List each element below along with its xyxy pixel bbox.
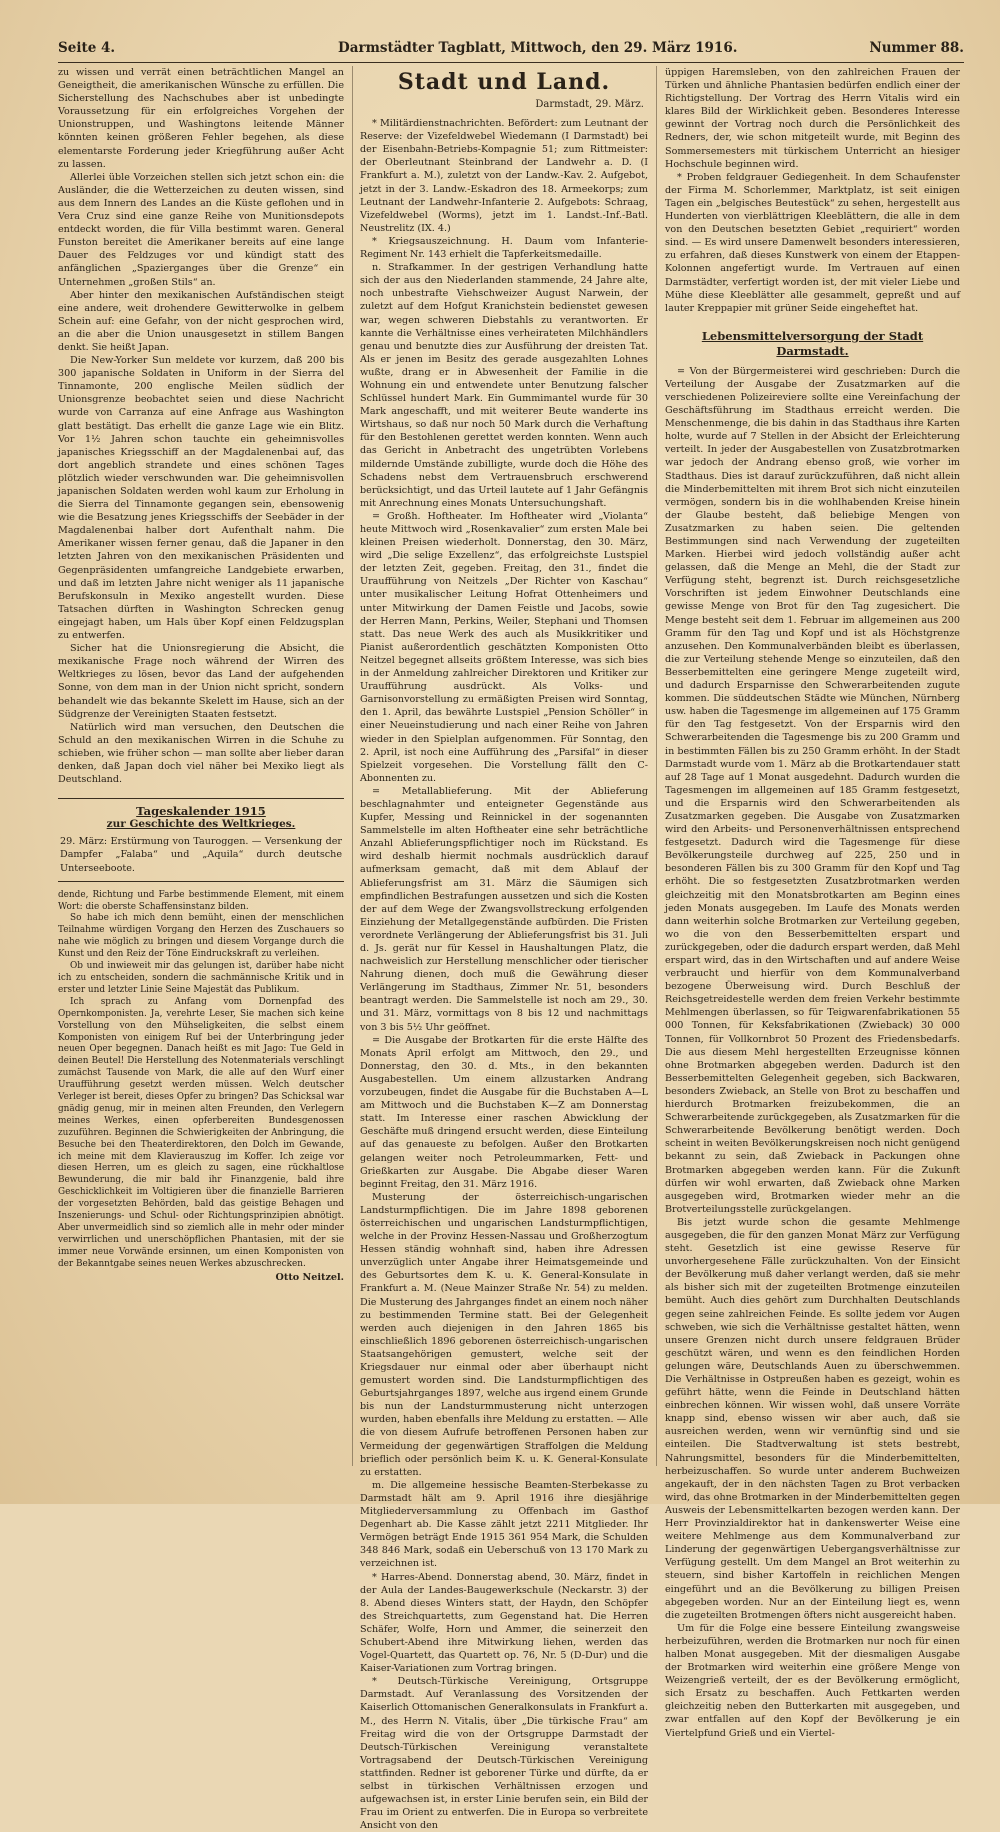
war-calendar-entry: 29. März: Erstürmung von Tauroggen. — Versenkung der Dampfer „Falaba“ und „Aquila“ durch deutsche Unterseeboote.	[60, 836, 342, 874]
article-paragraph: Um für die Folge eine bessere Einteilung zwangsweise herbeizuführen, werden die Brotmarken nur noch für einen halben Monat ausgegeben. Mit der diesmaligen Ausgabe der Brotmarken wird weiterhin eine größere Menge von Weizengrieß verteilt, der es der Bevölkerung ermöglicht, sich Ersatz zu beschaffen. Auch Fettkarten werden gleichzeitig neben den Butterkarten mit ausgegeben, und zwar entfallen auf den Kopf der Bevölkerung je ein Viertelpfund Grieß und ein Viertel-	[665, 1622, 960, 1739]
feuilleton-paragraph: Ob und inwieweit mir das gelungen ist, darüber habe nicht ich zu entscheiden, sondern die sachmännische Kritik und in erster und letzter Linie Seine Majestät das Publikum.	[58, 961, 344, 995]
column-1	[58, 66, 344, 1466]
war-calendar-title: Tageskalender 1915	[136, 804, 266, 819]
news-item: = Die Ausgabe der Brotkarten für die erste Hälfte des Monats April erfolgt am Mittwoch, den 29., und Donnerstag, den 30. d. Mts., in den bekannten Ausgabestellen. Um einem allzustarken Andrang vorzubeugen, findet die Ausgabe für die Buchstaben A—L am Mittwoch und die Buchstaben K—Z am Donnerstag statt. Im Interesse einer raschen Abwicklung der Geschäfte muß dringend ersucht werden, diese Einteilung auf das genaueste zu befolgen. Außer den Brotkarten gelangen weiter noch Petroleummarken, Fett- und Grießkarten zur Ausgabe. Die Abgabe dieser Waren beginnt Freitag, den 31. März 1916.	[360, 1034, 648, 1190]
column-rule-1	[352, 66, 353, 1466]
news-item: * Militärdienstnachrichten. Befördert: zum Leutnant der Reserve: der Vizefeldwebel Wiedemann (I Darmstadt) bei der Eisenbahn-Betriebs-Kompagnie 51; zum Rittmeister: der Oberleutnant Steinbrand der Landwehr a. D. (I Frankfurt a. M.), zuletzt von der Landw.-Kav. 2. Aufgebot, jetzt in der 3. Landw.-Eskadron des 18. Armeekorps; zum Leutnant der Landwehr-Infanterie 2. Aufgebots: Schraag, Vizefeldwebel (Worms), jetzt im 1. Landst.-Inf.-Batl. Neustrelitz (IX. 4.)	[360, 118, 648, 234]
war-calendar-box	[58, 798, 344, 881]
war-calendar-subtitle: zur Geschichte des Weltkrieges.	[106, 818, 296, 831]
feuilleton-paragraph: So habe ich mich denn bemüht, einen der menschlichen Teilnahme würdigen Vorgang den Herzen des Zuschauers so nahe wie möglich zu bringen und diesem Vorgange durch die Kunst und den Reiz der Töne Eindruckskraft zu verleihen.	[58, 913, 344, 960]
newspaper-dateline: Darmstädter Tagblatt, Mittwoch, den 29. März 1916.	[338, 40, 738, 56]
column-rule-2	[656, 66, 657, 1466]
article-paragraph: Aber hinter den mexikanischen Aufständischen steigt eine andere, weit drohendere Gewitterwolke in gelbem Schein auf: eine Gefahr, von der nicht gesprochen wird, an die aber die Union unausgesetzt in stillem Bangen denkt. Sie heißt Japan.	[58, 289, 344, 353]
section-title: Stadt und Land.	[397, 69, 611, 95]
news-item: = Großh. Hoftheater. Im Hoftheater wird „Violanta“ heute Mittwoch wird „Rosenkavalier“ zum ersten Male bei kleinen Preisen wiederholt. Donnerstag, den 30. März, wird „Die selige Exzellenz“, das erfolgreichste Lustspiel der letzten Zeit, gegeben. Freitag, den 31., findet die Uraufführung von Neitzels „Der Richter von Kaschau“ unter musikalischer Leitung Hofrat Ottenheimers und unter Mitwirkung der Damen Feistle und Jacobs, sowie der Herren Mann, Perkins, Weiler, Stephani und Thomsen statt. Das neue Werk des auch als Musikkritiker und Pianist außerordentlich geschätzten Komponisten Otto Neitzel begegnet allseits größtem Interesse, was sich bies in der Anmeldung zahlreicher Direktoren und Kritiker zur Uraufführung ausdrückt. Als Volks- und Garnisonvorstellung zu ermäßigten Preisen wird Sonntag, den 1. April, das bewährte Lustspiel „Pension Schöller“ in einer Neueinstudierung und nach einer Reihe von Jahren wieder in den Spielplan aufgenommen. Für Sonntag, den 2. April, ist noch eine Aufführung des „Parsifal“ in dieser Spielzeit vorgesehen. Die Vorstellung fällt den C-Abonnenten zu.	[360, 510, 648, 784]
news-item: * Harres-Abend. Donnerstag abend, 30. März, findet in der Aula der Landes-Baugewerkschule (Neckarstr. 3) der 8. Abend dieses Winters statt, der Haydn, den Schöpfer des Streichquartetts, zum Gegenstand hat. Die Herren Schäfer, Wolfe, Horn und Ammer, die seinerzeit den Schubert-Abend ihre Mitwirkung liehen, werden das Vogel-Quartett, das Quartett op. 76, Nr. 5 (D-Dur) und die Kaiser-Variationen zum Vortrag bringen.	[360, 1571, 648, 1675]
feuilleton-paragraph: dende, Richtung und Farbe bestimmende Element, mit einem Wort: die oberste Schaffensinstanz bilden.	[58, 889, 344, 912]
news-item: * Deutsch-Türkische Vereinigung, Ortsgruppe Darmstadt. Auf Veranlassung des Vorsitzenden der Kaiserlich Ottomanischen Generalkonsulats in Frankfurt a. M., des Herrn N. Vitalis, über „Die türkische Frau“ am Freitag wird die von der Ortsgruppe Darmstadt der Deutsch-Türkischen Vereinigung veranstaltete Vortragsabend der Deutsch-Türkischen Vereinigung stattfinden. Redner ist geborener Türke und dürfte, da er selbst in türkischen Verhältnissen erzogen und aufgewachsen ist, in erster Linie berufen sein, ein Bild der Frau im Orient zu entwerfen. Die in Europa so verbreitete Ansicht von den	[360, 1676, 648, 1832]
issue-number: Nummer 88.	[869, 40, 964, 56]
news-item: Musterung der österreichisch-ungarischen Landsturmpflichtigen. Die im Jahre 1898 geborenen österreichischen und ungarischen Landsturmpflichtigen, welche in der Provinz Hessen-Nassau und Großherzogtum Hessen ständig wohnhaft sind, haben ihre Adressen unverzüglich unter Angabe ihrer Heimatsgemeinde und des Geburtsortes dem K. u. K. General-Konsulate in Frankfurt a. M. (Neue Mainzer Straße Nr. 54) zu melden. Die Musterung des Jahrganges findet an einem noch näher zu bestimmenden Termine statt. Bei der Gelegenheit werden auch diejenigen in den Jahren 1865 bis einschließlich 1896 geborenen österreichisch-ungarischen Staatsangehörigen gemustert, welche seit der Kriegsdauer nur einmal oder aber überhaupt nicht gemustert worden sind. Die Landsturmpflichtigen des Geburtsjahrganges 1897, welche aus irgend einem Grunde bis nun der Landsturmmusterung nicht unterzogen wurden, haben ebenfalls ihre Meldung zu erstatten. — Alle die von diesem Aufrufe betroffenen Personen haben zur Vermeidung der gegenwärtigen Straffolgen die Meldung brieflich oder persönlich beim K. u. K. General-Konsulate zu erstatten.	[360, 1191, 648, 1478]
article-paragraph: = Von der Bürgermeisterei wird geschrieben: Durch die Verteilung der Ausgabe der Zusatzmarken auf die verschiedenen Polizeireviere sollte eine Vereinfachung der Geschäftsführung im Stadthaus erreicht werden. Die Menschenmenge, die bis dahin in das Stadthaus ihre Karten holte, wurde auf 7 Stellen in der Absicht der Erleichterung verteilt. In jeder der Ausgabestellen von Zusatzbrotmarken war jedoch der Andrang ebenso groß, wie vorher im Stadthaus. Dies ist darauf zurückzuführen, daß nicht allein die Minderbemittelten mit ihrem Brot sich nicht einzuteilen vermögen, sondern bis in die wohlhabenden Kreise hinein der Glaube besteht, daß beliebige Mengen von Zusatzmarken zu haben seien. Die geltenden Bestimmungen sind nach Verwendung der zugeteilten Marken. Hierbei wird jedoch vollständig außer acht gelassen, daß die Menge an Mehl, die der Stadt zur Verfügung steht, begrenzt ist. Durch reichsgesetzliche Vorschriften ist jedem Einwohner Deutschlands eine gewisse Menge von Brot für den Tag zugesichert. Die Menge besteht seit dem 1. Februar im allgemeinen aus 200 Gramm für den Tag und Kopf und ist als Höchstgrenze anzusehen. Den Kommunalverbänden bleibt es überlassen, die zur Verteilung stehende Menge so einzuteilen, daß den Besserbemittelten eine geringere Menge zugeteilt wird, und dadurch Ersparnisse den Schwerarbeitenden zugute kommen. Die süddeutschen Städte wie München, Nürnberg usw. haben die Tagesmenge im allgemeinen auf 175 Gramm für den Tag festgesetzt. Von der Ersparnis wird den Schwerarbeitenden die Tagesmenge bis zu 200 Gramm und in bestimmten Fällen bis zu 250 Gramm erhöht. In der Stadt Darmstadt wurde vom 1. März ab die Brotkartendauer statt auf 28 Tage auf 1 Monat ausgedehnt. Dadurch wurden die Tagesmengen im allgemeinen auf 185 Gramm festgesetzt, und die Ersparnis wird den Schwerarbeitenden als Zusatzmarken gegeben. Die Ausgabe von Zusatzmarken wird den Arbeits- und Personenverhältnissen entsprechend festgesetzt. Dadurch wird die Tagesmenge für diese Bevölkerungsteile durchweg auf 225, 250 und in besonderen Fällen bis zu 300 Gramm für den Kopf und Tag erhöht. Die so festgesetzten Zusatzbrotmarken werden gleichzeitig mit den Monatsbrotkarten am Beginn eines jeden Monats ausgegeben. Im Laufe des Monats werden dann weiterhin solche Brotmarken zur Verteilung gegeben, wo die von den Besserbemittelten erspart und zurückgegeben, oder die dadurch erspart werden, daß Mehl erspart wird, das in den Wirtschaften und auf andere Weise verbraucht und hierfür von dem Kommunalverband bezogene Überweisung wird. Durch Beschluß der Reichsgetreidestelle werden dem freien Verkehr bestimmte Mehlmengen überlassen, so für Teigwarenfabrikationen 55 000 Tonnen, für Keksfabrikationen (Zwieback) 30 000 Tonnen, für Vollkornbrot 50 Prozent des Friedensbedarfs. Die aus diesem Mehl hergestellten Erzeugnisse können ohne Brotmarken abgegeben werden. Dadurch ist den Besserbemittelten Gelegenheit gegeben, sich Backwaren, besonders Zwieback, an Stelle von Brot zu beschaffen und hierdurch Brotmarken freizubekommen, die an Schwerarbeitende zurückgegeben, als Zusatzmarken für die Schwerarbeitende Bevölkerung benötigt werden. Doch scheint in weiten Bevölkerungskreisen noch nicht genügend bekannt zu sein, daß Zwieback in Packungen ohne Brotmarken abgegeben werden kann. Für die Zukunft dürfen wir wohl erwarten, daß Zwieback ohne Marken ausgegeben wird, Brotmarken wieder mehr an die Brotverteilungsstelle zurückgelangen.	[665, 365, 960, 1215]
news-item: n. Strafkammer. In der gestrigen Verhandlung hatte sich der aus den Niederlanden stammende, 24 Jahre alte, noch unbestrafte Viehschweizer August Narwein, der zuletzt auf dem Hofgut Kranichstein bedienstet gewesen war, wegen schweren Diebstahls zu verantworten. Er kannte die Verhältnisse eines verheirateten Milchhändlers genau und benutzte dies zur Ausführung der dreisten Tat. Als er jenen im Besitz des gerade ausgezahlten Lohnes wußte, drang er in Abwesenheit der Familie in die Wohnung ein und entwendete unter Benutzung falscher Schlüssel hundert Mark. Ein Gummimantel wurde für 30 Mark angeschafft, und mit weiterer Beute wanderte ins Wirtshaus, so daß nur noch 50 Mark durch die Verhaftung für den Bestohlenen gerettet werden konnten. Wenn auch das Gericht in Anbetracht des ungetrübten Vorlebens mildernde Umstände zubilligte, wurde doch die Höhe des Schadens nebst dem Vertrauensbruch erschwerend berücksichtigt, und das Urteil lautete auf 1 Jahr Gefängnis mit Anrechnung eines Monats Untersuchungshaft.	[360, 262, 648, 509]
article-heading: Lebensmittelversorgung der Stadt Darmstadt.	[701, 328, 924, 358]
article-paragraph: Sicher hat die Unionsregierung die Absicht, die mexikanische Frage noch während der Wirren des Weltkrieges zu lösen, bevor das Land der aufgehenden Sonne, von dem man in der Union nicht spricht, sondern behandelt wie das bekannte Skelett im Hause, sich an der Südgrenze der Vereinigten Staaten festsetzt.	[58, 643, 344, 720]
news-item: * Kriegsauszeichnung. H. Daum vom Infanterie-Regiment Nr. 143 erhielt die Tapferkeitsmedaille.	[360, 235, 648, 261]
masthead	[58, 38, 964, 63]
feuilleton-paragraph: Ich sprach zu Anfang vom Dornenpfad des Opernkomponisten. Ja, verehrte Leser, Sie machen sich keine Vorstellung von den Mühseligkeiten, die selbst einem Komponisten von einigem Ruf bei der Unterbringung jeder neuen Oper begegnen. Danach heißt es mit Jago: Tue Geld in deinen Beutel! Die Herstellung des Notenmaterials verschlingt zumächst Tausende von Mark, die alle auf den Wurf einer Uraufführung gesetzt werden müssen. Welch deutscher Verleger ist bereit, dieses Opfer zu bringen? Das Schicksal war gnädig genug, mir in meinen alten Freunden, den Verlegern meines Werkes, einen opferbereiten Bundesgenossen zuzuführen. Beginnen die Schwierigkeiten der Anbringung, die Besuche bei den Theaterdirektoren, den Dolch im Gewande, ich meine mit dem Klavierauszug im Koffer. Ich zeige vor diesen Herren, um es gleich zu sagen, eine rückhaltlose Bewunderung, die mir bald ihr Finanzgenie, bald ihre Geschicklichkeit im Voltigieren über die finanzielle Barrieren der vorgesetzten Behörden, bald das geistige Behagen und Inszenierungs- und Schul- oder Richtungsprinzipien abnötigt. Aber unvermeidlich sind so ziemlich alle in mehr oder minder verwirrlichen und unerschöpflichen Phantasien, mit der sie immer neue Vorwände ersinnen, um einen Komponisten von der Bekanntgabe seines neuen Werkes abzuschrecken.	[58, 996, 344, 1269]
author-signature: Otto Neitzel.	[275, 1271, 344, 1283]
news-item: üppigen Haremsleben, von den zahlreichen Frauen der Türken und ähnliche Phantasien bedürfen endlich einer der Richtigstellung. Der Vortrag des Herrn Vitalis wird ein klares Bild der Wirklichkeit geben. Besonderes Interesse gewinnt der Vortrag noch durch die Persönlichkeit des Redners, der, wie schon mitgeteilt wurde, mit Beginn des Sommersemesters mit türkischem Unterricht an hiesiger Hochschule beginnen wird.	[665, 67, 960, 170]
article-paragraph: Allerlei üble Vorzeichen stellen sich jetzt schon ein: die Ausländer, die die Wetterzeichen zu deuten wissen, sind aus dem Innern des Landes an die Küste geflohen und in Vera Cruz sind eine ganze Reihe von Munitionsdepots entdeckt worden, die für Villa bestimmt waren. General Funston bereitet die Amerikaner bereits auf eine lange Dauer des Feldzuges vor und kündigt statt des anfänglichen „Spazierganges über die Grenze“ ein Unternehmen „großen Stils“ an.	[58, 171, 344, 288]
column-3	[665, 66, 960, 1739]
article-paragraph: Bis jetzt wurde schon die gesamte Mehlmenge ausgegeben, die für den ganzen Monat März zur Verfügung steht. Gesetzlich ist eine gewisse Reserve für unvorhergesehene Fälle zurückzuhalten. Von der Einsicht der Bevölkerung muß daher verlangt werden, daß sie mehr als bisher sich mit der zugeteilten Brotmenge einzuteilen bemüht. Auch dies gehört zum Durchhalten Deutschlands gegen seine zahlreichen Feinde. Es sollte jedem vor Augen schweben, wie sich die Verhältnisse gestaltet hätten, wenn unsere Grenzen nicht durch unsere feldgrauen Brüder geschützt wären, und wenn es den feindlichen Horden gelungen wäre, Deutschlands Auen zu überschwemmen. Die Verhältnisse in Ostpreußen haben es gezeigt, wohin es geführt hätte, wenn die Feinde in Deutschland hätten einbrechen können. Wir wissen wohl, daß unsere Vorräte knapp sind, ebenso wissen wir aber auch, daß sie ausreichen werden, wenn wir vernünftig sind und sie einteilen. Die Stadtverwaltung ist stets bestrebt, Nahrungsmittel, besonders für die Minderbemittelten, herbeizuschaffen. So wurde unter anderem Buchweizen angekauft, der in den nächsten Tagen zu Brot verbacken wird, das ohne Brotmarken in der Minderbemittelten gegen Ausweis der Lebensmittelkarten bezogen werden kann. Der Herr Provinzialdirektor hat in dankenswerter Weise eine weitere Mehlmenge aus dem Kommunalverband zur Linderung der gegenwärtigen Uebergangsverhältnisse zur Verfügung gestellt. Um dem Mangel an Brot weiterhin zu steuern, sind bisher Kartoffeln in reichlichen Mengen eingeführt und an die Bevölkerung zu billigen Preisen abgegeben worden. Nur an der Einteilung liegt es, wenn die zugeteilten Brotmengen öfters nicht ausgereicht haben.	[665, 1216, 960, 1621]
news-item: * Proben feldgrauer Gediegenheit. In dem Schaufenster der Firma M. Schorlemmer, Marktplatz, ist seit einigen Tagen ein „belgisches Beutestück“ zu sehen, hergestellt aus Hunderten von vierblättrigen Kleeblättern, die alle in dem von den Deutschen besetzten Gebiet „requiriert“ worden sind. — Es wird unsere Damenwelt besonders interessieren, zu erfahren, daß dieses Kunstwerk von einem der Etappen-Kolonnen angefertigt wurde. Im Vertrauen auf einen Darmstädter, verfertigt worden ist, der mit vieler Liebe und Mühe diese Kleeblätter alle gesammelt, gepreßt und auf lauter Kreppapier mit grüner Seide eingeheftet hat.	[665, 171, 960, 314]
article-paragraph: Natürlich wird man versuchen, den Deutschen die Schuld an den mexikanischen Wirren in die Schuhe zu schieben, wie früher schon — man sollte aber lieber daran denken, daß Japan doch viel näher bei Mexiko liegt als Deutschland.	[58, 721, 344, 786]
feuilleton-article	[58, 890, 344, 1284]
column-2	[360, 66, 648, 1832]
page-number: Seite 4.	[58, 40, 116, 56]
news-item: = Metallablieferung. Mit der Ablieferung beschlagnahmter und enteigneter Gegenstände aus Kupfer, Messing und Reinnickel in der sogenannten Sammelstelle im alten Hoftheater eine sehr beträchtliche Anzahl Ablieferungspflichtiger noch im Rückstand. Es wird deshalb hiermit nochmals ausdrücklich darauf aufmerksam gemacht, daß mit dem Ablauf der Ablieferungsfrist am 31. März die Säumigen sich empfindlichen Bestrafungen aussetzen und sich die Kosten der auf dem Wege der Zwangsvollstreckung erfolgenden Einziehung der Metallgegenstände aufbürden. Die Fristen verordnete Verlängerung der Ablieferungsfrist bis 31. Juli d. Js. gerät nur für Kessel in Haushaltungen Platz, die nachweislich zur Herstellung menschlicher oder tierischer Nahrung dienen, doch muß die Gewährung dieser Verlängerung im Stadthaus, Zimmer Nr. 51, besonders beantragt werden. Die Sammelstelle ist noch am 29., 30. und 31. März, vormittags von 8 bis 12 und nachmittags von 3 bis 5½ Uhr geöffnet.	[360, 785, 648, 1033]
news-item: m. Die allgemeine hessische Beamten-Sterbekasse zu Darmstadt hält am 9. April 1916 ihre diesjährige Mitgliederversammlung zu Offenbach im Gasthof Degenhart ab. Die Kasse zählt jetzt 2211 Mitglieder. Ihr Vermögen beträgt Ende 1915 361 954 Mark, die Schulden 348 846 Mark, sodaß ein Ueberschuß von 13 170 Mark zu verzeichnen ist.	[360, 1479, 648, 1570]
article-paragraph: zu wissen und verrät einen beträchtlichen Mangel an Geneigtheit, die amerikanischen Wünsche zu erfüllen. Die Sicherstellung des Nachschubes aber ist unbedingte Voraussetzung für ein erfolgreiches Vorgehen der Unionstruppen, und Washingtons leitende Männer könnten keinen größeren Fehler begehen, als diese elementarste Forderung jeder Kriegführung außer Acht zu lassen.	[58, 67, 344, 170]
section-dateline: Darmstadt, 29. März.	[535, 99, 644, 110]
article-paragraph: Die New-Yorker Sun meldete vor kurzem, daß 200 bis 300 japanische Soldaten in Uniform in der Sierra del Tinnamonte, 200 englische Meilen südlich der Unionsgrenze beobachtet seien und diese Nachricht wurde von Carranza auf eine Anfrage aus Washington glatt bestätigt. Das erhellt die ganze Lage wie ein Blitz. Vor 1½ Jahren schon tauchte ein geheimnisvolles japanisches Kriegsschiff an der Magdalenenbai auf, das dort angeblich strandete und eines schönen Tages plötzlich wieder verschwunden war. Die geheimnisvollen japanischen Soldaten werden wohl kaum zur Erholung in die Sierra del Tinnamonte gegangen sein, ebensowenig wie die Besatzung jenes Kriegsschiffs der Seebäder in der Magdalenenbai halber dort Aufenthalt nahm. Die Amerikaner wissen ferner genau, daß die Japaner in den letzten Jahren von den mexikanischen Präsidenten und Gegenpräsidenten umfangreiche Landgebiete erwarben, und daß im letzten Jahre nicht weniger als 11 japanische Berufskonsuln in Mexiko angestellt wurden. Diese Tatsachen dürften in Washington Schrecken genug eingejagt haben, um Hals über Kopf einen Feldzugsplan zu entwerfen.	[58, 355, 344, 642]
